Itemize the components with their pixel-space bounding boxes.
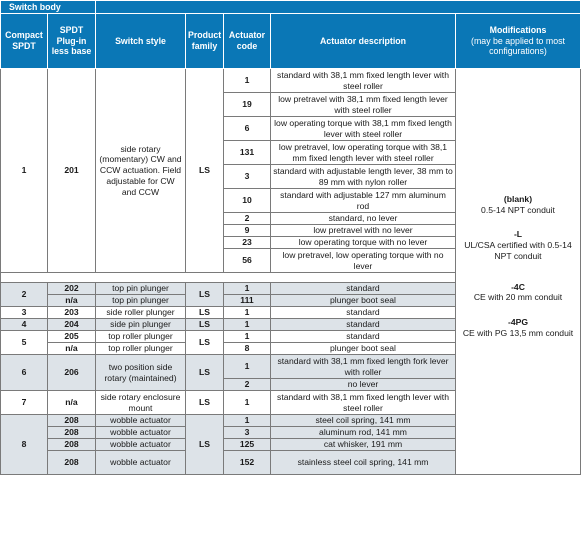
modification-text: CE with PG 13,5 mm conduit xyxy=(462,327,574,338)
plugin-base-cell: 204 xyxy=(48,319,96,331)
table-row xyxy=(1,69,581,93)
col-actuator-description: Actuator description xyxy=(271,14,456,69)
col-compact-spdt: Compact SPDT xyxy=(1,14,48,69)
switch-style-cell: top roller plunger xyxy=(96,343,186,355)
actuator-code-cell: 1 xyxy=(224,283,271,295)
modification-code: -4PG xyxy=(507,317,529,328)
actuator-code-cell: 1 xyxy=(224,355,271,379)
switch-style-cell: top pin plunger xyxy=(96,295,186,307)
compact-spdt-cell: 7 xyxy=(1,391,48,415)
product-family-cell: LS xyxy=(186,283,224,307)
switch-style-cell: side rotary enclosure mount xyxy=(96,391,186,415)
actuator-description-cell: stainless steel coil spring, 141 mm xyxy=(271,451,456,475)
switch-style-cell: side roller plunger xyxy=(96,307,186,319)
compact-spdt-cell: 1 xyxy=(1,69,48,273)
product-family-cell: LS xyxy=(186,331,224,355)
switch-style-cell: top roller plunger xyxy=(96,331,186,343)
plugin-base-cell: n/a xyxy=(48,295,96,307)
plugin-base-cell: 208 xyxy=(48,427,96,439)
actuator-code-cell: 56 xyxy=(224,249,271,273)
actuator-code-cell: 10 xyxy=(224,189,271,213)
plugin-base-cell: 208 xyxy=(48,451,96,475)
compact-spdt-cell: 2 xyxy=(1,283,48,307)
actuator-code-cell: 1 xyxy=(224,391,271,415)
plugin-base-cell: 202 xyxy=(48,283,96,295)
plugin-base-cell: n/a xyxy=(48,391,96,415)
actuator-code-cell: 1 xyxy=(224,307,271,319)
product-family-cell: LS xyxy=(186,355,224,391)
modification-text: 0.5-14 NPT conduit xyxy=(481,204,555,215)
modifications-subtitle: (may be applied to most configurations) xyxy=(471,35,565,57)
product-family-cell: LS xyxy=(186,69,224,273)
actuator-code-cell: 1 xyxy=(224,331,271,343)
compact-spdt-cell: 3 xyxy=(1,307,48,319)
actuator-code-cell: 1 xyxy=(224,69,271,93)
plugin-base-cell: 205 xyxy=(48,331,96,343)
switch-style-cell: wobble actuator xyxy=(96,451,186,475)
actuator-description-cell: standard xyxy=(271,283,456,295)
plugin-base-cell: 201 xyxy=(48,69,96,273)
plugin-base-cell: n/a xyxy=(48,343,96,355)
header-band-spacer xyxy=(96,1,581,14)
actuator-code-cell: 19 xyxy=(224,93,271,117)
actuator-description-cell: plunger boot seal xyxy=(271,295,456,307)
actuator-description-cell: low pretravel with no lever xyxy=(271,225,456,237)
actuator-code-cell: 1 xyxy=(224,319,271,331)
actuator-code-cell: 111 xyxy=(224,295,271,307)
switch-style-cell: wobble actuator xyxy=(96,427,186,439)
plugin-base-cell: 203 xyxy=(48,307,96,319)
switch-style-cell: two position side rotary (maintained) xyxy=(96,355,186,391)
actuator-code-cell: 152 xyxy=(224,451,271,475)
modifications-cell xyxy=(456,69,581,475)
actuator-code-cell: 9 xyxy=(224,225,271,237)
col-modifications xyxy=(456,14,581,69)
col-actuator-code: Actuator code xyxy=(224,14,271,69)
actuator-code-cell: 3 xyxy=(224,165,271,189)
modification-code: -4C xyxy=(511,281,525,292)
compact-spdt-cell: 5 xyxy=(1,331,48,355)
col-product-family: Product family xyxy=(186,14,224,69)
modification-item xyxy=(460,194,576,215)
switch-body-header: Switch body xyxy=(1,1,96,14)
modifications-title: Modifications xyxy=(489,24,547,35)
col-switch-style: Switch style xyxy=(96,14,186,69)
actuator-code-cell: 23 xyxy=(224,237,271,249)
modification-text: UL/CSA certified with 0.5-14 NPT conduit xyxy=(464,240,572,261)
plugin-base-cell: 208 xyxy=(48,439,96,451)
switch-style-cell: wobble actuator xyxy=(96,415,186,427)
modification-code: -L xyxy=(513,229,523,240)
actuator-description-cell: low pretravel with 38,1 mm fixed length lever with steel roller xyxy=(271,93,456,117)
compact-spdt-cell: 8 xyxy=(1,415,48,475)
product-family-cell: LS xyxy=(186,307,224,319)
actuator-code-cell: 2 xyxy=(224,379,271,391)
col-spdt-plugin: SPDT Plug-in less base xyxy=(48,14,96,69)
actuator-description-cell: plunger boot seal xyxy=(271,343,456,355)
product-family-cell: LS xyxy=(186,415,224,475)
actuator-description-cell: standard with adjustable length lever, 38 mm to 89 mm with nylon roller xyxy=(271,165,456,189)
actuator-description-cell: low pretravel, low operating torque with no lever xyxy=(271,249,456,273)
actuator-description-cell: standard with 38,1 mm fixed length lever with steel roller xyxy=(271,391,456,415)
actuator-description-cell: low operating torque with no lever xyxy=(271,237,456,249)
modification-item xyxy=(460,282,576,303)
modification-code: (blank) xyxy=(503,194,533,204)
actuator-description-cell: standard xyxy=(271,319,456,331)
actuator-code-cell: 1 xyxy=(224,415,271,427)
actuator-description-cell: standard, no lever xyxy=(271,213,456,225)
actuator-code-cell: 8 xyxy=(224,343,271,355)
plugin-base-cell: 208 xyxy=(48,415,96,427)
actuator-description-cell: standard with 38,1 mm fixed length fork lever with roller xyxy=(271,355,456,379)
compact-spdt-cell: 4 xyxy=(1,319,48,331)
actuator-code-cell: 125 xyxy=(224,439,271,451)
switch-style-cell: top pin plunger xyxy=(96,283,186,295)
switch-style-cell: wobble actuator xyxy=(96,439,186,451)
actuator-description-cell: steel coil spring, 141 mm xyxy=(271,415,456,427)
actuator-code-cell: 6 xyxy=(224,117,271,141)
actuator-description-cell: aluminum rod, 141 mm xyxy=(271,427,456,439)
switch-style-cell: side rotary (momentary) CW and CCW actuation. Field adjustable for CW and CCW xyxy=(96,69,186,273)
product-family-cell: LS xyxy=(186,391,224,415)
modification-item xyxy=(460,229,576,261)
actuator-description-cell: low operating torque with 38,1 mm fixed length lever with steel roller xyxy=(271,117,456,141)
spacer-cell xyxy=(1,273,456,283)
product-family-cell: LS xyxy=(186,319,224,331)
actuator-description-cell: standard with 38,1 mm fixed length lever with steel roller xyxy=(271,69,456,93)
modification-item xyxy=(460,317,576,338)
actuator-code-cell: 3 xyxy=(224,427,271,439)
switch-style-cell: side pin plunger xyxy=(96,319,186,331)
actuator-description-cell: cat whisker, 191 mm xyxy=(271,439,456,451)
actuator-description-cell: standard with adjustable 127 mm aluminum rod xyxy=(271,189,456,213)
compact-spdt-cell: 6 xyxy=(1,355,48,391)
actuator-description-cell: low pretravel, low operating torque with 38,1 mm fixed length lever with steel roller xyxy=(271,141,456,165)
actuator-description-cell: no lever xyxy=(271,379,456,391)
actuator-code-cell: 2 xyxy=(224,213,271,225)
actuator-code-cell: 131 xyxy=(224,141,271,165)
modification-text: CE with 20 mm conduit xyxy=(473,292,563,303)
plugin-base-cell: 206 xyxy=(48,355,96,391)
table-body xyxy=(1,69,581,475)
actuator-description-cell: standard xyxy=(271,331,456,343)
actuator-description-cell: standard xyxy=(271,307,456,319)
